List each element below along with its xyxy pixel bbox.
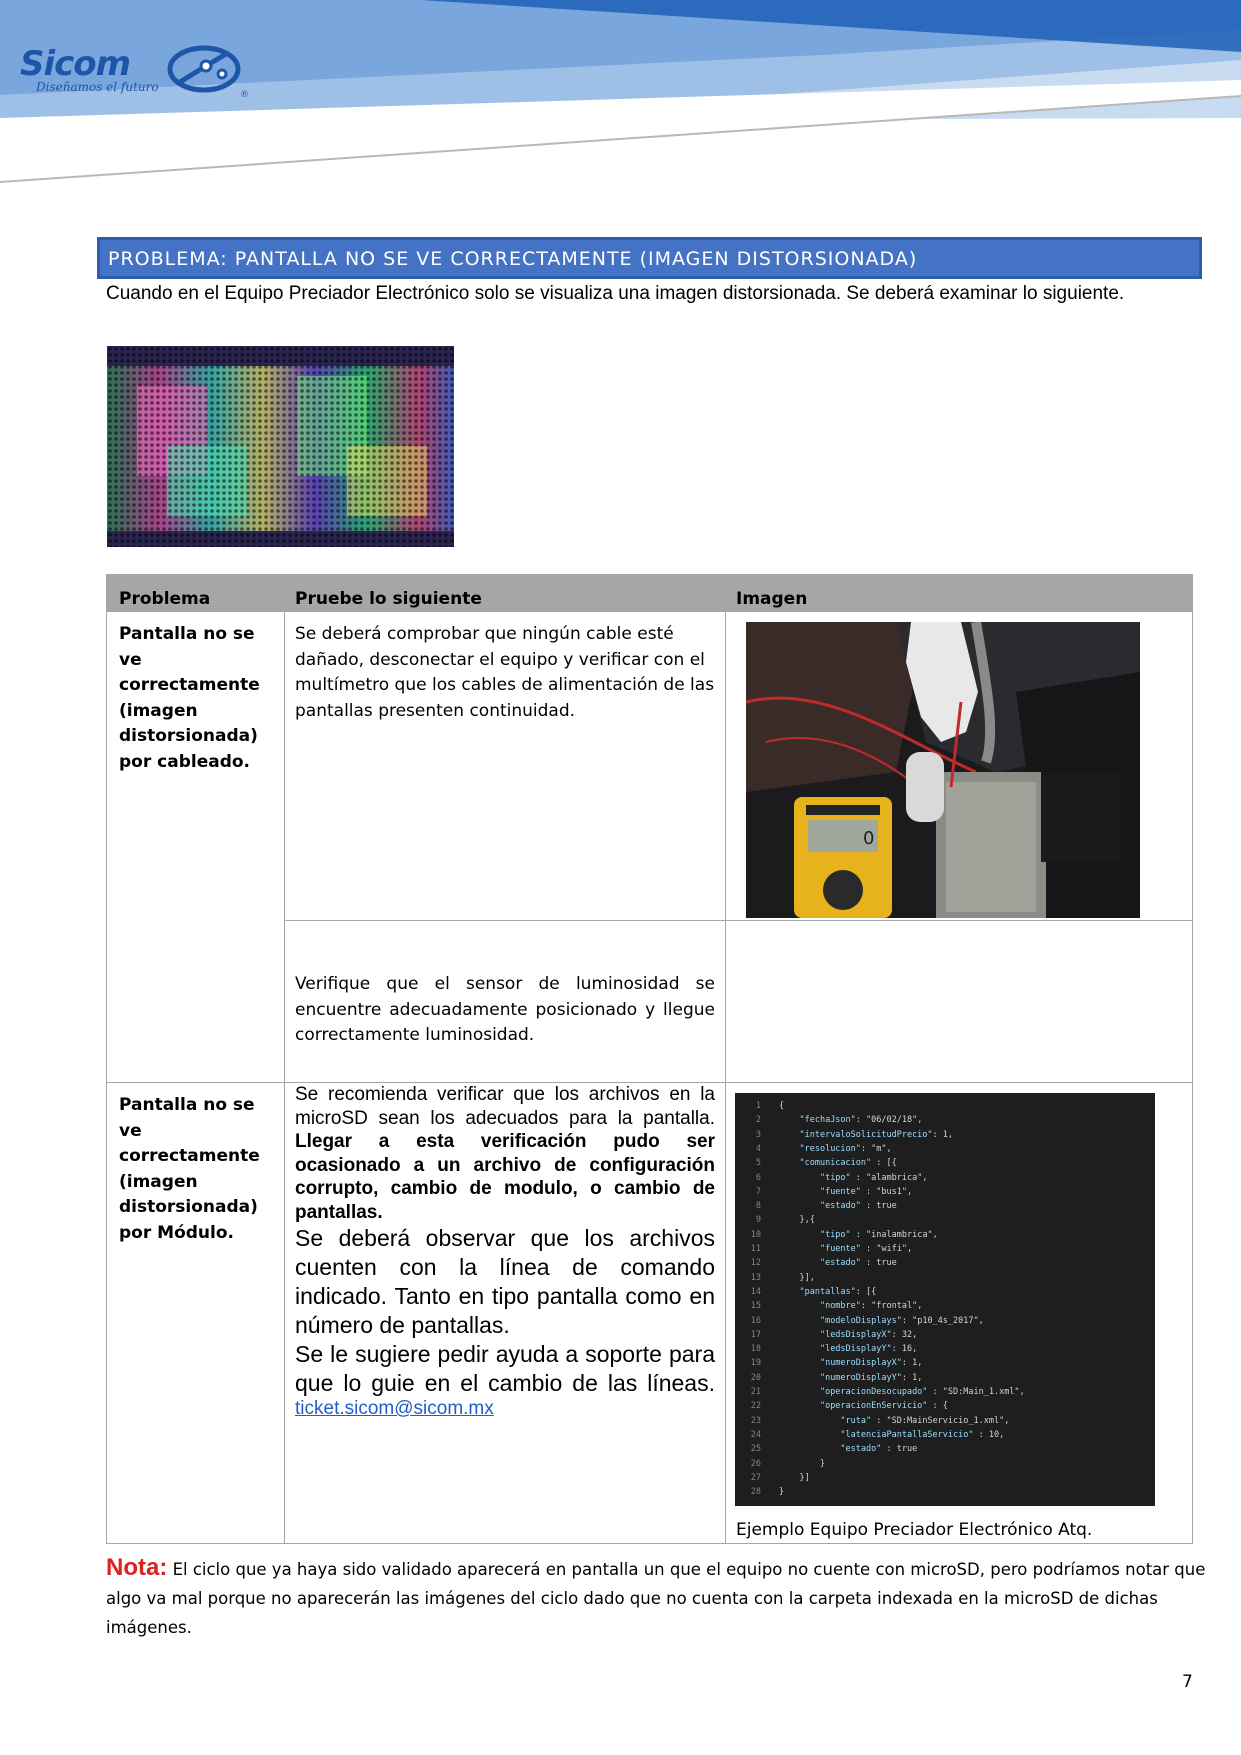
- code-line-text: }: [779, 1487, 785, 1498]
- note-label: Nota:: [106, 1554, 168, 1581]
- code-line-number: 22: [750, 1401, 761, 1412]
- code-line-text: "tipo" : "alambrica",: [819, 1172, 928, 1183]
- code-line-number: 26: [750, 1458, 761, 1469]
- module-text-recommend: Se recomienda verificar que los archivos en la microSD sean los adecuados para la pantalla.: [295, 1084, 715, 1129]
- module-text-cause: Llegar a esta verificación pudo ser ocasionado a un archivo de configuración corrupto, cambio de modulo, o cambio de pantallas.: [295, 1131, 715, 1223]
- code-line-text: "intervaloSolicitudPrecio": 1,: [799, 1129, 954, 1140]
- code-line-number: 8: [755, 1201, 761, 1212]
- code-line-number: 18: [750, 1344, 761, 1355]
- svg-text:0: 0: [863, 828, 875, 849]
- registered-mark: ®: [240, 90, 249, 100]
- config-json-screenshot: [735, 1093, 1155, 1506]
- module-text-support: Se le sugiere pedir ayuda a soporte para que lo guie en el cambio de las líneas.: [295, 1341, 715, 1396]
- header-pruebe: Pruebe lo siguiente: [295, 589, 482, 609]
- section-title: PROBLEMA: PANTALLA NO SE VE CORRECTAMENTE (IMAGEN DISTORSIONADA): [97, 237, 1202, 279]
- code-line-text: "tipo" : "inalambrica",: [819, 1229, 938, 1240]
- image-caption: Ejemplo Equipo Preciador Electrónico Atq.: [736, 1520, 1093, 1540]
- code-line-number: 5: [755, 1158, 761, 1169]
- code-line-text: "ledsDisplayY": 16,: [819, 1344, 918, 1355]
- circuit-logo-icon: [160, 44, 242, 94]
- code-line-number: 24: [750, 1429, 761, 1440]
- code-line-text: "pantallas": [{: [799, 1286, 877, 1297]
- code-line-text: "numeroDisplayY": 1,: [819, 1372, 923, 1383]
- code-line-text: "latenciaPantallaServicio" : 10,: [840, 1429, 1005, 1440]
- problem-cableado: Pantalla no se ve correctamente (imagen distorsionada) por cableado.: [119, 624, 260, 772]
- code-line-text: "estado" : true: [819, 1258, 897, 1269]
- code-line-number: 21: [750, 1387, 761, 1397]
- support-email-link[interactable]: ticket.sicom@sicom.mx: [295, 1398, 494, 1419]
- code-line-number: 6: [755, 1172, 761, 1183]
- code-line-text: }],: [779, 1272, 815, 1283]
- code-line-text: "estado" : true: [840, 1444, 918, 1455]
- code-line-text: "estado" : true: [819, 1201, 897, 1212]
- code-line-text: }]: [779, 1472, 810, 1483]
- table-divider: [725, 612, 726, 1543]
- code-line-number: 2: [755, 1115, 761, 1126]
- code-line-text: "modeloDisplays": "p10_4s_2017",: [819, 1315, 984, 1326]
- code-line-number: 27: [750, 1472, 761, 1483]
- code-line-number: 17: [750, 1329, 761, 1340]
- module-instructions: [295, 1083, 715, 1420]
- logo-wordmark: Sicom: [20, 44, 131, 84]
- code-line-number: 19: [750, 1358, 761, 1369]
- distorted-led-panel-photo: [107, 346, 454, 547]
- code-line-number: 14: [750, 1286, 761, 1297]
- code-line-number: 9: [755, 1215, 761, 1226]
- module-text-observe: Se deberá observar que los archivos cuenten con la línea de comando indicado. Tanto en tipo pantalla como en número de pantallas.: [295, 1225, 715, 1338]
- multimeter-test-photo: [746, 622, 1140, 918]
- code-line-text: {: [779, 1101, 785, 1111]
- code-line-number: 4: [755, 1143, 761, 1154]
- code-line-number: 28: [750, 1487, 761, 1498]
- step-check-sensor: Verifique que el sensor de luminosidad se encuentre adecuadamente posicionado y llegue correctamente luminosidad.: [295, 974, 715, 1045]
- code-line-text: "fuente" : "wifi",: [819, 1244, 913, 1254]
- code-line-number: 12: [750, 1258, 761, 1269]
- code-line-number: 20: [750, 1372, 761, 1383]
- logo-tagline: Diseñamos el futuro: [36, 80, 159, 94]
- code-line-text: "operacionDesocupado" : "SD:Main_1.xml",: [819, 1387, 1025, 1397]
- troubleshooting-table: [106, 574, 1193, 1544]
- table-divider: [285, 920, 1192, 921]
- code-line-text: "comunicacion" : [{: [799, 1158, 897, 1169]
- intro-paragraph: Cuando en el Equipo Preciador Electrónico solo se visualiza una imagen distorsionada. Se deberá examinar lo siguiente.: [106, 283, 1125, 304]
- problem-modulo: Pantalla no se ve correctamente (imagen distorsionada) por Módulo.: [119, 1095, 260, 1243]
- sicom-logo: [18, 44, 249, 100]
- step-check-cables: Se deberá comprobar que ningún cable esté dañado, desconectar el equipo y verificar con el multímetro que los cables de alimentación de las pantallas presenten continuidad.: [295, 624, 715, 721]
- code-line-text: "nombre": "frontal",: [819, 1301, 923, 1312]
- code-line-number: 10: [750, 1229, 761, 1240]
- code-line-text: "ruta" : "SD:MainServicio_1.xml",: [840, 1415, 1010, 1426]
- code-line-number: 3: [755, 1129, 761, 1140]
- note-text: El ciclo que ya haya sido validado aparecerá en pantalla un que el equipo no cuente con microSD, pero podríamos notar que algo va mal porque no aparecerán las imágenes del ciclo dado que no cuenta con la carpeta indexada en la microSD de dichas imágenes.: [106, 1560, 1206, 1637]
- code-line-text: },{: [779, 1215, 815, 1226]
- header-imagen: Imagen: [736, 589, 808, 609]
- code-line-text: "fechaJson": "06/02/18",: [799, 1115, 923, 1126]
- note-paragraph: [106, 1553, 1206, 1642]
- code-line-text: "fuente" : "bus1",: [819, 1186, 913, 1197]
- code-line-text: "operacionEnServicio" : {: [819, 1401, 948, 1412]
- code-line-number: 7: [755, 1186, 761, 1197]
- code-line-number: 11: [750, 1244, 761, 1254]
- page-number: 7: [1182, 1672, 1193, 1692]
- code-line-number: 1: [755, 1101, 761, 1111]
- table-divider: [284, 612, 285, 1543]
- header-problema: Problema: [119, 589, 211, 609]
- code-line-number: 15: [750, 1301, 761, 1312]
- code-line-text: "ledsDisplayX": 32,: [819, 1329, 918, 1340]
- table-header-row: [107, 575, 1192, 612]
- code-line-number: 13: [750, 1272, 761, 1283]
- code-line-number: 23: [750, 1415, 761, 1426]
- code-line-text: }: [779, 1458, 826, 1469]
- code-line-number: 25: [750, 1444, 761, 1455]
- code-line-number: 16: [750, 1315, 761, 1326]
- code-line-text: "resolucion": "m",: [799, 1143, 892, 1154]
- code-line-text: "numeroDisplayX": 1,: [819, 1358, 923, 1369]
